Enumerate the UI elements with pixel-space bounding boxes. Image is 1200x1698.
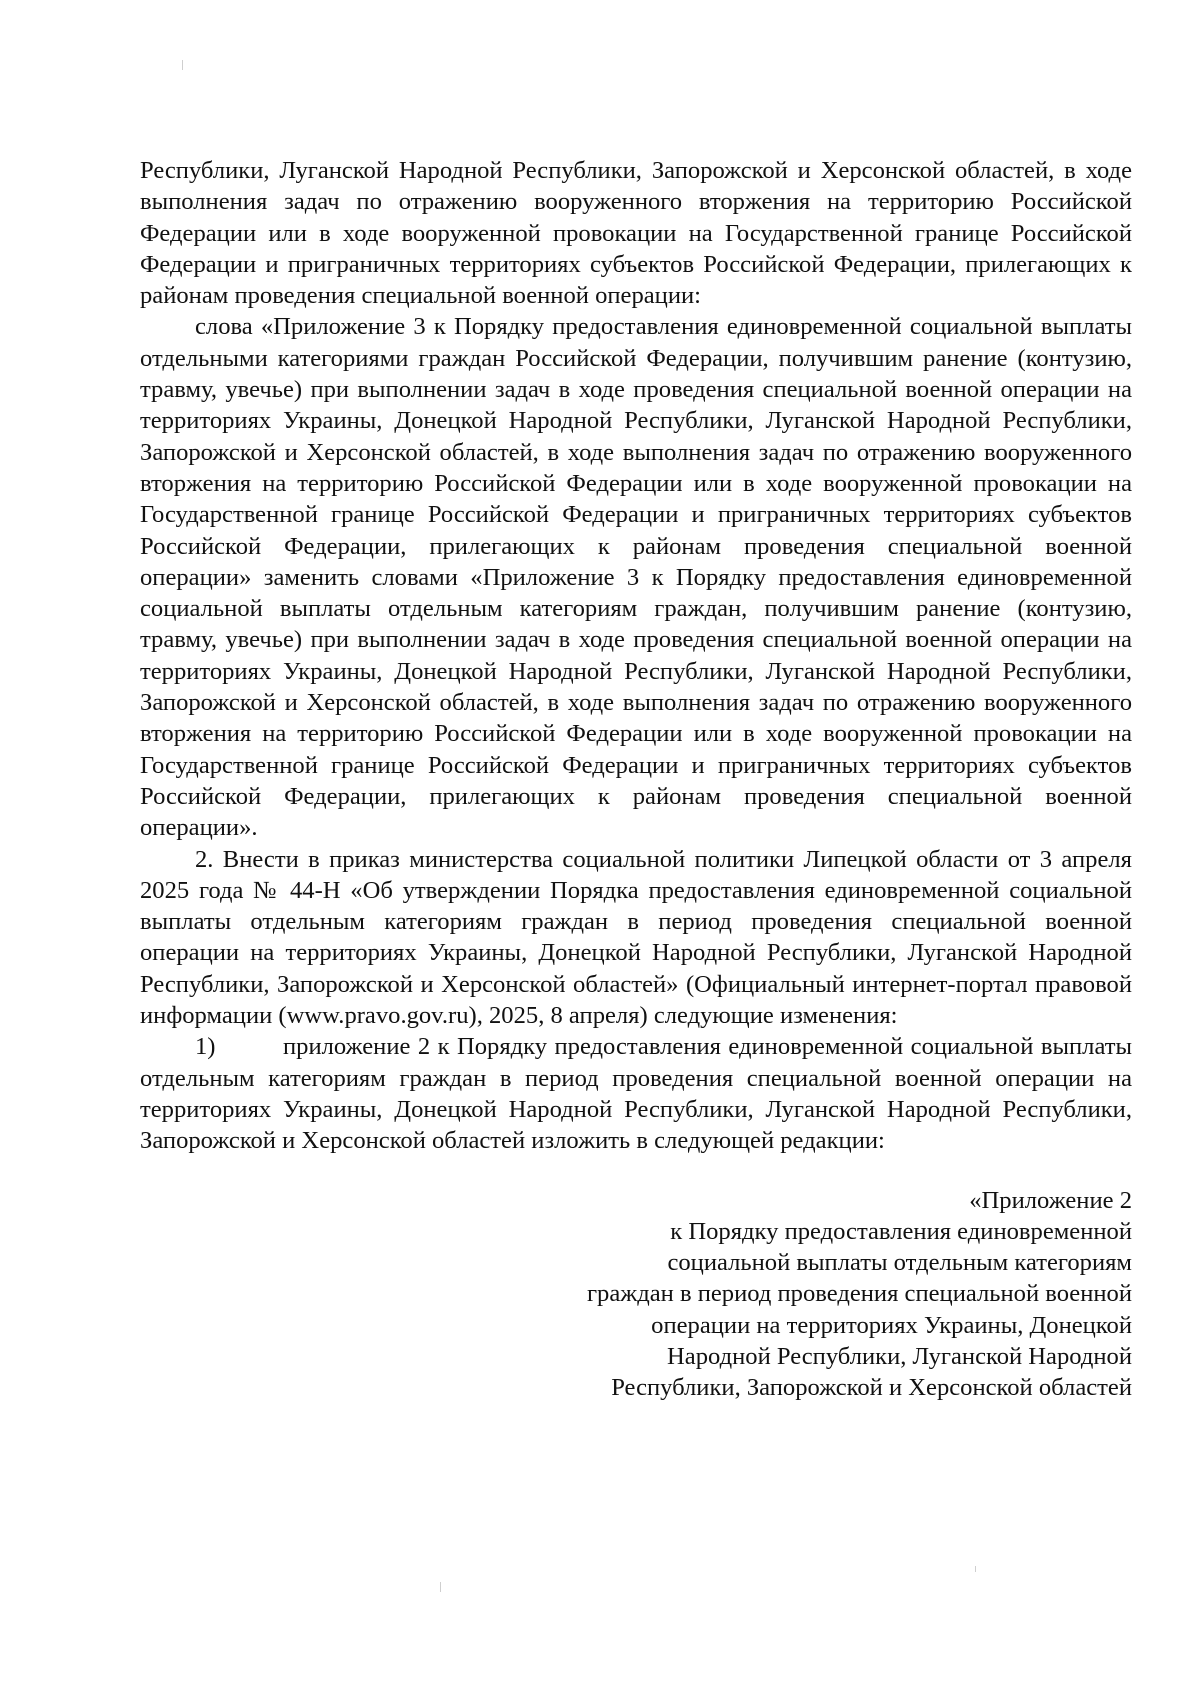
scan-speck (975, 1566, 976, 1572)
list-item-number: 1) (195, 1033, 216, 1061)
appendix-header (140, 1185, 1132, 1404)
paragraph-section-2: 2. Внести в приказ министерства социальной политики Липецкой области от 3 апреля 2025 года № 44-Н «Об утверждении Порядка предоставления единовременной социальной выплаты отдельным категориям граждан в период проведения специальной военной операции на территориях Украины, Донецкой Народной Республики, Луганской Народной Республики, Запорожской и Херсонской областей» (Официальный интернет-портал правовой информации (www.pravo.gov.ru), 2025, 8 апреля) следующие изменения: (140, 845, 1132, 1030)
appendix-header-line: Народной Республики, Луганской Народной (667, 1342, 1132, 1370)
scan-speck (182, 60, 183, 70)
document-body (140, 155, 1132, 1404)
appendix-header-line: к Порядку предоставления единовременной (670, 1217, 1132, 1245)
appendix-header-line: Республики, Запорожской и Херсонской областей (611, 1374, 1132, 1402)
appendix-header-line: граждан в период проведения специальной военной (586, 1280, 1132, 1308)
scan-speck (440, 1582, 441, 1592)
paragraph-words-replacement: слова «Приложение 3 к Порядку предоставления единовременной социальной выплаты отдельными категориями граждан Российской Федерации, получившим ранение (контузию, травму, увечье) при выполнении задач в ходе проведения специальной военной операции на территориях Украины, Донецкой Народной Республики, Луганской Народной Республики, Запорожской и Херсонской областей, в ходе выполнения задач по отражению вооруженного вторжения на территорию Российской Федерации или в ходе вооруженной провокации на Государственной границе Российской Федерации и приграничных территориях субъектов Российской Федерации, прилегающих к районам проведения специальной военной операции» заменить словами «Приложение 3 к Порядку предоставления единовременной социальной выплаты отдельным категориям граждан, получившим ранение (контузию, травму, увечье) при выполнении задач в ходе проведения специальной военной операции на территориях Украины, Донецкой Народной Республики, Луганской Народной Республики, Запорожской и Херсонской областей, в ходе выполнения задач по отражению вооруженного вторжения на территорию Российской Федерации или в ходе вооруженной провокации на Государственной границе Российской Федерации и приграничных территориях субъектов Российской Федерации, прилегающих к районам проведения специальной военной операции». (140, 313, 1132, 842)
paragraph-continuation: Республики, Луганской Народной Республики, Запорожской и Херсонской областей, в ходе выполнения задач по отражению вооруженного вторжения на территорию Российской Федерации или в ходе вооруженной провокации на Государственной границе Российской Федерации и приграничных территориях субъектов Российской Федерации, прилегающих к районам проведения специальной военной операции: (140, 157, 1132, 310)
list-item-1 (140, 1031, 1132, 1156)
appendix-header-line: операции на территориях Украины, Донецкой (651, 1311, 1132, 1339)
appendix-header-line: «Приложение 2 (969, 1186, 1132, 1214)
list-item-text: приложение 2 к Порядку предоставления единовременной социальной выплаты отдельным категориям граждан в период проведения специальной военной операции на территориях Украины, Донецкой Народной Республики, Луганской Народной Республики, Запорожской и Херсонской областей изложить в следующей редакции: (140, 1033, 1132, 1155)
appendix-header-line: социальной выплаты отдельным категориям (667, 1249, 1132, 1277)
